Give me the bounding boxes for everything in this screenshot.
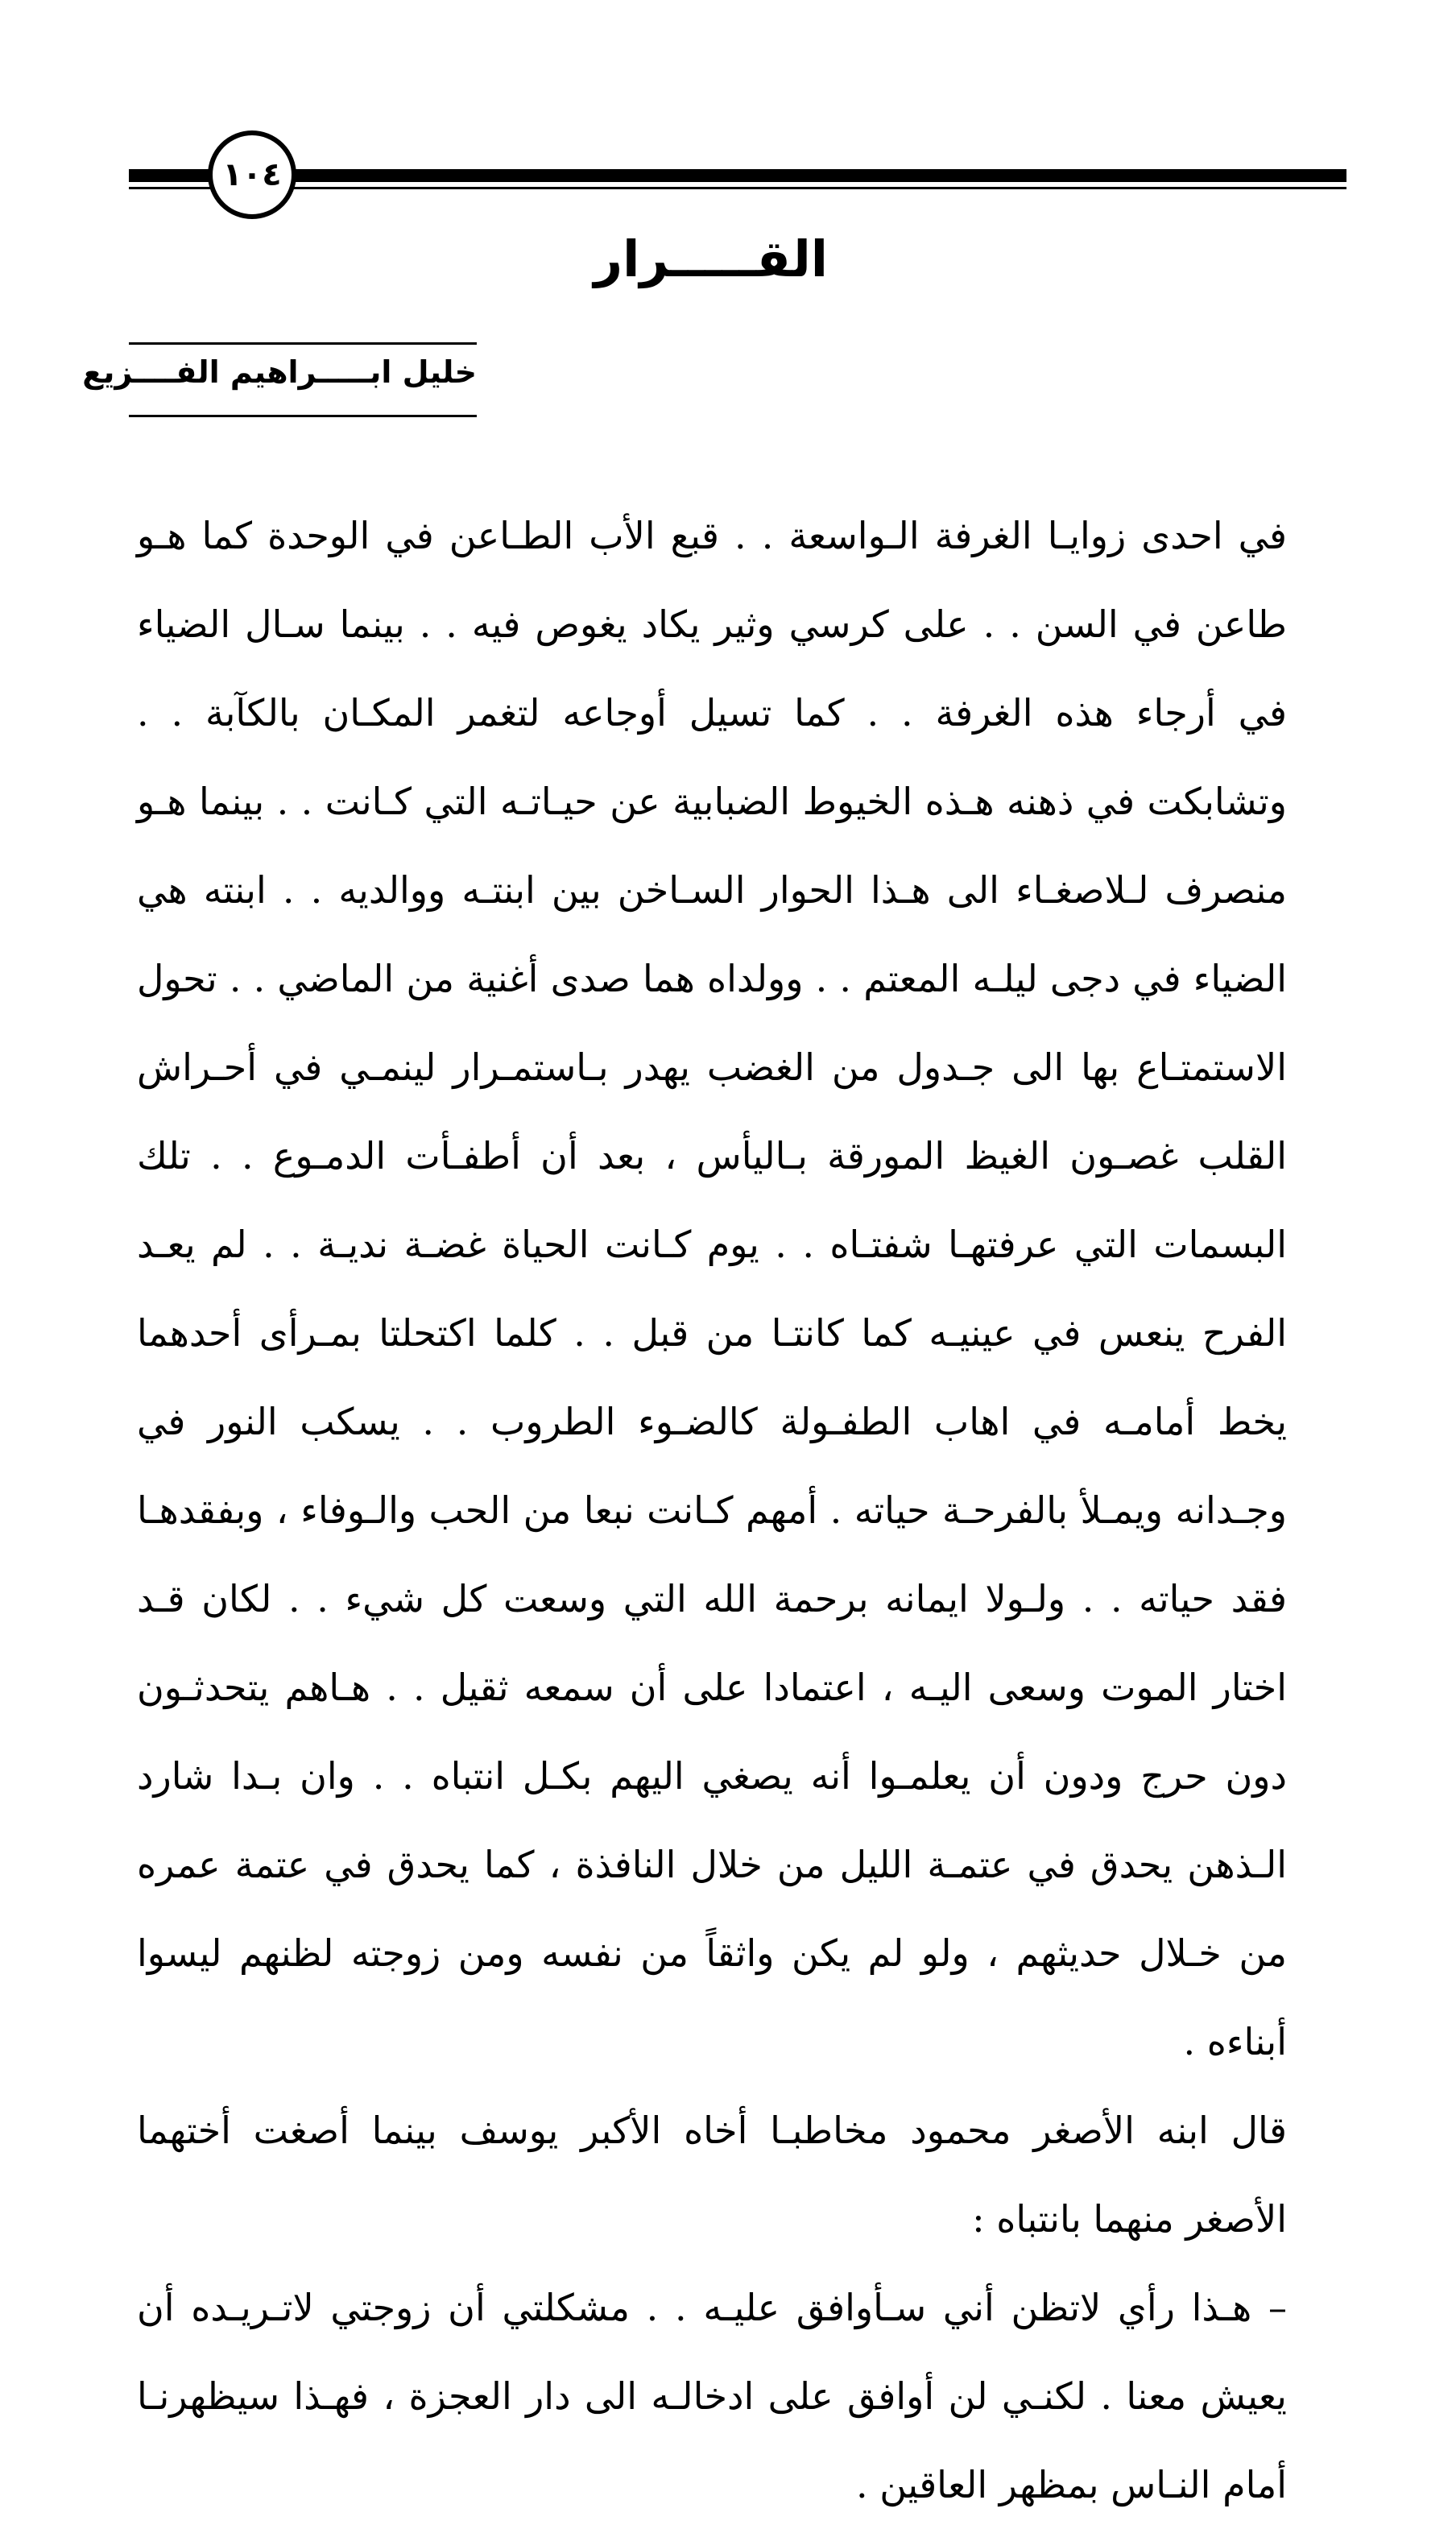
paragraph: – هـذا رأي لاتظن أني سـأوافق عليـه . . مشكلتي أن زوجتي لاتـريـده أن يعيش معنا . لكنـي لن أوافق على ادخالـه الى دار العجزة ، فهـذا سيظهرنـا أمام النـاس بمظهر العاقين . — [137, 2286, 1287, 2506]
paragraph: في احدى زوايـا الغرفة الـواسعة . . قبع الأب الطـاعن في الوحدة كما هـو طاعن في السن . . على كرسي وثير يكاد يغوص فيه . . بينما سـال الضياء في أرجاء هذه الغرفة . . كما تسيل أوجاعه لتغمر المكـان بالكآبة . . وتشابكت في ذهنه هـذه الخيوط الضبابية عن حيـاتـه التي كـانت . . بينما هـو منصرف لـلاصغـاء الى هـذا الحوار السـاخن بين ابنتـه ووالديه . . ابنته هي الضياء في دجى ليلـه المعتم . . وولداه هما صدى أغنية من الماضي . . تحول الاستمتـاع بها الى جـدول من الغضب يهدر بـاستمـرار لينمـي في أحـراش القلب غصـون الغيظ المورقة بـاليأس ، بعد أن أطفـأت الدمـوع . . تلك البسمات التي عرفتهـا شفتـاه . . يوم كـانت الحياة غضـة نديـة . . لم يعـد الفرح ينعس في عينيـه كما كانتـا من قبل . . كلما اكتحلتا بمـرأى أحدهما يخط أمامـه في اهاب الطفـولة كالضـوء الطروب . . يسكب النور في وجـدانه ويمـلأ بالفرحـة حياته . أمهم كـانت نبعا من الحب والـوفاء ، وبفقدهـا فقد حياته . . ولـولا ايمانه برحمة الله التي وسعت كل شيء . . لكان قـد اختار الموت وسعى اليـه ، اعتمادا على أن سمعه ثقيل . . هـاهم يتحدثـون دون حرج ودون أن يعلمـوا أنه يصغي اليهم بكـل انتباه . . وان بـدا شارد الـذهن يحدق في عتمـة الليل من خلال النافذة ، كما يحدق في عتمة عمره من خـلال حديثهم ، ولو لم يكن واثقاً من نفسه ومن زوجته لظنهم ليسوا أبناءه . — [137, 514, 1287, 2063]
body-text — [137, 491, 1287, 2529]
header-rule-thin — [129, 187, 1346, 189]
page-number-badge — [208, 130, 296, 219]
author-name: خليل ابـــــراهيم الفــــزيع — [82, 354, 477, 390]
paragraph: قال ابنه الأصغر محمود مخاطبـا أخاه الأكبر يوسف بينما أصغت أختهما الأصغر منهما بانتباه : — [137, 2109, 1287, 2241]
author-rule-top — [129, 342, 477, 345]
page-number: ١٠٤ — [222, 156, 282, 193]
author-rule-bottom — [129, 415, 477, 417]
header-rule-thick — [129, 169, 1346, 182]
chapter-title: القـــــرار — [594, 230, 828, 288]
